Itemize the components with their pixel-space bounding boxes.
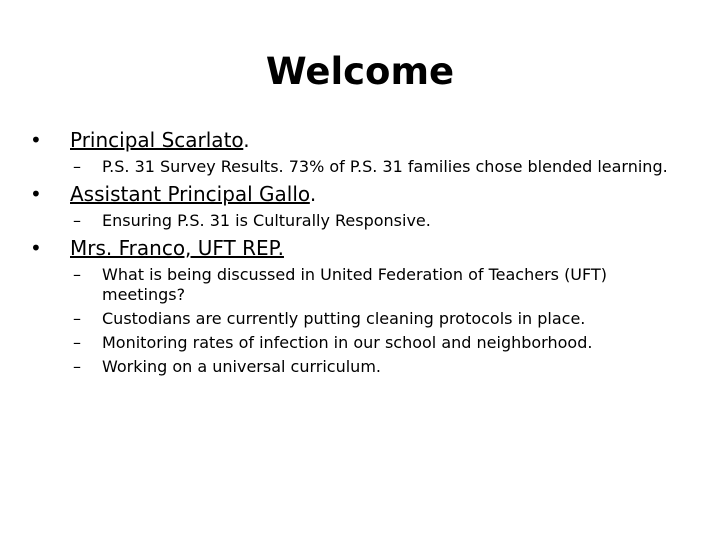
bullet-item-assistant-principal (30, 181, 690, 207)
bullet-marker: • (30, 182, 42, 206)
sub-list (30, 211, 690, 231)
sub-item-text: Custodians are currently putting cleaning protocols in place. (102, 309, 586, 328)
bullet-label: Principal Scarlato (70, 128, 244, 152)
bullet-suffix: . (309, 182, 317, 206)
bullet-label: Assistant Principal Gallo (70, 182, 310, 206)
sub-marker: – (73, 265, 81, 284)
bullet-item-principal (30, 127, 690, 153)
bullet-marker: • (30, 236, 42, 260)
bullet-label: Mrs. Franco, UFT REP. (70, 236, 284, 260)
sub-marker: – (73, 211, 81, 230)
sub-marker: – (73, 357, 81, 376)
sub-item-text: Working on a universal curriculum. (102, 357, 381, 376)
sub-item (30, 157, 690, 177)
sub-marker: – (73, 309, 81, 328)
bullet-list (30, 127, 690, 381)
sub-marker: – (73, 333, 81, 352)
sub-item (30, 265, 690, 305)
sub-item-text: P.S. 31 Survey Results. 73% of P.S. 31 families chose blended learning. (102, 157, 668, 176)
sub-item (30, 309, 690, 329)
sub-item-text: What is being discussed in United Federation of Teachers (UFT) meetings? (102, 265, 607, 304)
bullet-marker: • (30, 128, 42, 152)
bullet-suffix: . (243, 128, 250, 152)
sub-item (30, 211, 690, 231)
sub-marker: – (73, 157, 81, 176)
sub-item (30, 333, 690, 353)
sub-item (30, 357, 690, 377)
bullet-item-uft-rep (30, 235, 690, 261)
sub-item-text: Ensuring P.S. 31 is Culturally Responsive. (102, 211, 431, 230)
sub-list (30, 265, 690, 377)
slide-title: Welcome (265, 50, 455, 93)
sub-list (30, 157, 690, 177)
sub-item-text: Monitoring rates of infection in our school and neighborhood. (102, 333, 593, 352)
